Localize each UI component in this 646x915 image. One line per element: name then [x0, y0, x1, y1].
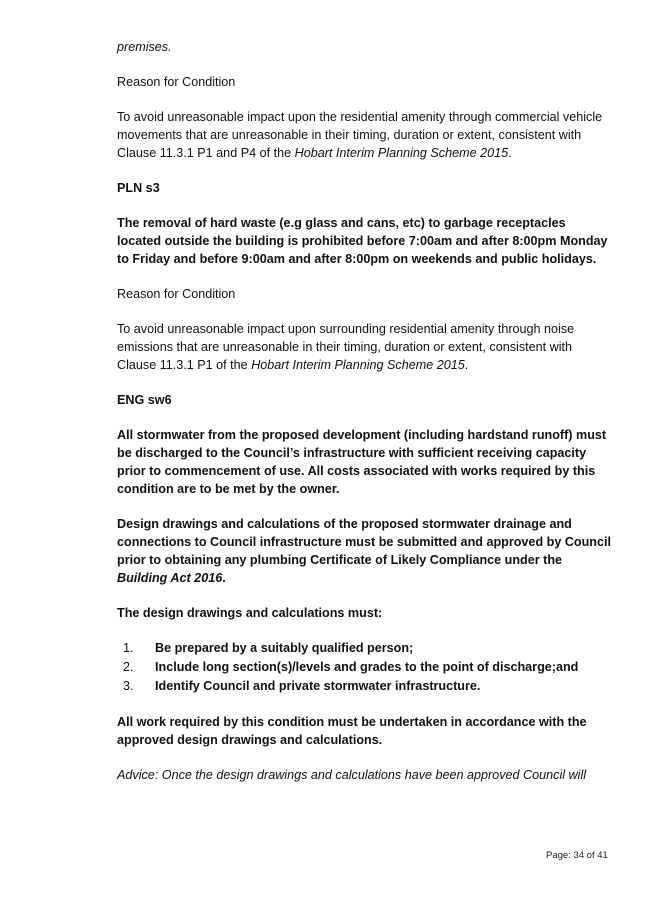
- list-item: [117, 639, 612, 658]
- list-item: [117, 677, 612, 696]
- stormwater-condition: All stormwater from the proposed development (including hardstand runoff) must be discharged to the Council’s infrastructure with sufficient receiving capacity prior to commencement of use. All costs associated with works required by this condition are to be met by the owner.: [117, 428, 607, 496]
- reason-paragraph-2-end: .: [464, 358, 469, 372]
- condition-text-pln-s3: The removal of hard waste (e.g glass and cans, etc) to garbage receptacles located outside the building is prohibited before 7:00am and after 8:00pm Monday to Friday and before 9:00am and after 8:00pm on weekends and public holidays.: [117, 216, 608, 266]
- design-drawings-text: Design drawings and calculations of the proposed stormwater drainage and connections to Council infrastructure must be submitted and approved by Council prior to obtaining any plumbing Certificate of Likely Compliance under the: [117, 517, 612, 567]
- reason-paragraph-2-text: To avoid unreasonable impact upon surrounding residential amenity through noise emissions that are unreasonable in their timing, duration or extent, consistent with Clause 11.3.1 P1 of the: [117, 322, 575, 372]
- document-page: [117, 38, 612, 784]
- condition-code-eng-sw6: ENG sw6: [117, 393, 172, 407]
- scheme-reference-1: Hobart Interim Planning Scheme 2015: [294, 146, 509, 160]
- reason-paragraph-1-text: To avoid unreasonable impact upon the residential amenity through commercial vehicle movements that are unreasonable in their timing, duration or extent, consistent with Clause 11.3.1 P1 and P4 of the: [117, 110, 603, 160]
- list-item-number: 3.: [123, 679, 134, 693]
- list-item-text: Identify Council and private stormwater infrastructure.: [155, 679, 481, 693]
- list-item-number: 1.: [123, 641, 134, 655]
- condition-code-pln-s3: PLN s3: [117, 181, 160, 195]
- list-item-text: Be prepared by a suitably qualified person;: [155, 641, 414, 655]
- design-drawings-end: .: [222, 571, 226, 585]
- reason-paragraph-1-end: .: [508, 146, 512, 160]
- reason-paragraph-2: [117, 320, 612, 374]
- list-item-text: Include long section(s)/levels and grades to the point of discharge;and: [155, 660, 579, 674]
- work-accordance-condition: All work required by this condition must be undertaken in accordance with the approved design drawings and calculations.: [117, 715, 587, 747]
- list-item-number: 2.: [123, 660, 134, 674]
- design-drawings-condition: [117, 515, 612, 587]
- scheme-reference-2: Hobart Interim Planning Scheme 2015: [251, 358, 465, 372]
- page-number: Page: 34 of 41: [546, 850, 608, 861]
- building-act-reference: Building Act 2016: [117, 571, 223, 585]
- advice-text: Advice: Once the design drawings and calculations have been approved Council will: [117, 768, 587, 782]
- reason-heading-1: Reason for Condition: [117, 75, 236, 89]
- requirements-intro: The design drawings and calculations must:: [117, 606, 383, 620]
- reason-paragraph-1: [117, 108, 612, 162]
- reason-heading-2: Reason for Condition: [117, 287, 236, 301]
- list-item: [117, 658, 612, 677]
- requirements-list: [117, 639, 612, 696]
- continued-text: premises.: [117, 40, 172, 54]
